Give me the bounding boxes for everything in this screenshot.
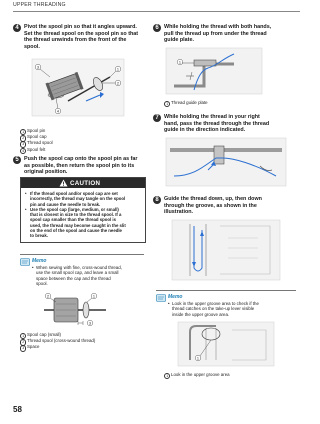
thread-guide-plate-illustration (164, 46, 264, 96)
step-6-text (164, 24, 296, 44)
step-6-line: guide plate. (164, 37, 194, 44)
caption-number: 1 (164, 373, 170, 379)
step-8-text (164, 196, 296, 216)
memo-line: • Look in the upper groove area to check if the (172, 301, 259, 306)
memo-2 (156, 290, 296, 292)
step-8-line: Guide the thread down, up, then down (164, 196, 262, 202)
caption-number: 1 (20, 333, 26, 339)
memo-line: • When sewing with fine, cross-wound thread, (36, 265, 122, 270)
caption-number: 1 (20, 129, 26, 135)
step-5-badge: 5 (13, 156, 21, 164)
step-5-text (24, 156, 152, 176)
caption-number: 4 (20, 148, 26, 154)
caution-box (20, 177, 146, 243)
caption-number: 2 (20, 339, 26, 345)
step-5-line: Push the spool cap onto the spool pin as far (24, 156, 138, 162)
caution-line: • Use the spool cap (large, medium, or small) (30, 206, 119, 212)
header-rule (13, 11, 300, 12)
caption-number: 1 (164, 101, 170, 107)
groove-threading-illustration (170, 218, 282, 282)
memo-1 (20, 254, 144, 256)
svg-text:3: 3 (89, 321, 91, 326)
warning-triangle-icon (59, 179, 68, 187)
spool-cap-small-illustration (40, 290, 110, 328)
caption-text: Look in the upper groove area (171, 372, 230, 377)
memo-line: inside the upper groove area. (172, 311, 230, 317)
caution-line: pin and cause the needle to break. (30, 201, 101, 207)
caption-text: Spool cap (small) (27, 332, 61, 337)
page-header (0, 0, 300, 14)
step-4-line: spool. (24, 43, 40, 50)
svg-text:2: 2 (47, 294, 49, 299)
step-4-line: Pivot the spool pin so that it angles upward. (24, 24, 137, 30)
memo-line: space between the cap and the thread (36, 275, 111, 281)
thread-guide-illustration (164, 136, 288, 188)
step-6-line: While holding the thread with both hands, (164, 24, 272, 30)
step-7-text (164, 114, 296, 134)
memo-line: use the small spool cap, and leave a small (36, 270, 119, 276)
memo-icon (156, 294, 166, 302)
caution-line: spool cap smaller than the thread spool is (30, 217, 116, 223)
caption-text: Spool pin (27, 128, 46, 133)
step-7-line: guide in the direction indicated. (164, 127, 246, 134)
svg-text:4: 4 (57, 109, 59, 114)
memo-1-captions (20, 332, 95, 351)
svg-text:1: 1 (179, 60, 181, 65)
memo-2-text (168, 301, 296, 317)
memo-bullet (168, 301, 296, 317)
svg-text:2: 2 (117, 81, 119, 86)
svg-text:1: 1 (117, 67, 119, 72)
caption-number: 2 (20, 135, 26, 141)
caption-number: 3 (20, 345, 26, 351)
caption-text: Thread spool (27, 140, 53, 146)
memo-bullet (32, 265, 144, 287)
step-7-line: hand, pass the thread through the thread (164, 120, 270, 127)
caption-text: Space (27, 344, 40, 350)
upper-groove-illustration (176, 320, 276, 368)
caution-line: • If the thread spool and/or spool cap are set (30, 191, 118, 196)
step-8-line: illustration. (164, 209, 194, 216)
memo-line: spool. (36, 281, 48, 287)
caution-title: CAUTION (70, 180, 101, 187)
step-7-badge: 7 (153, 114, 161, 122)
caption-number: 3 (20, 141, 26, 147)
caption-item (164, 100, 208, 106)
caution-body (25, 191, 142, 239)
caption-text: Thread spool (cross-wound thread) (27, 338, 96, 344)
caption-text: Spool cap (27, 134, 47, 140)
step-8-badge: 8 (153, 196, 161, 204)
caution-line: incorrectly, the thread may tangle on the spool (30, 196, 126, 202)
step-7-line: While holding the thread in your right (164, 114, 260, 120)
step-5-line: as possible, then return the spool pin to its (24, 162, 135, 169)
caption-item (20, 147, 53, 153)
memo-2-captions (164, 372, 230, 378)
caution-bullet (25, 191, 142, 207)
caution-line: used, the thread may become caught in the slit (30, 222, 126, 228)
caption-text: Thread guide plate (171, 100, 208, 105)
spool-pin-illustration (28, 55, 128, 120)
step-6-badge: 6 (153, 24, 161, 32)
memo-line: thread catches on the take-up lever visible (172, 306, 255, 312)
caption-item (20, 344, 95, 350)
memo-icon (20, 258, 30, 266)
page-number: 58 (13, 405, 22, 414)
svg-text:1: 1 (93, 294, 95, 299)
step-8-line: through the groove, as shown in the (164, 202, 257, 209)
step-4-text (24, 24, 152, 50)
step-4-badge: 4 (13, 24, 21, 32)
caution-line: on the end of the spool and cause the needle (30, 228, 122, 234)
svg-text:1: 1 (197, 356, 199, 361)
memo-label: Memo (32, 258, 47, 264)
caution-line: that is closest in size to the thread spool. If a (30, 212, 122, 218)
caution-bullet (25, 207, 142, 239)
memo-label: Memo (168, 294, 183, 300)
caution-header (21, 178, 145, 188)
memo-1-text (32, 265, 144, 287)
step-6-line: pull the thread up from under the thread (164, 30, 267, 37)
svg-text:3: 3 (37, 65, 39, 70)
step-6-captions (164, 100, 208, 106)
step-4-captions (20, 128, 53, 153)
header-title: UPPER THREADING (13, 2, 66, 8)
step-4-line: the thread unwinds from the front of the (24, 37, 127, 44)
caption-text: Spool felt (27, 146, 46, 152)
step-4-line: Set the thread spool on the spool pin so that (24, 30, 139, 37)
step-5-line: original position. (24, 169, 68, 176)
caption-item (164, 372, 230, 378)
caution-line: to break. (30, 233, 48, 239)
